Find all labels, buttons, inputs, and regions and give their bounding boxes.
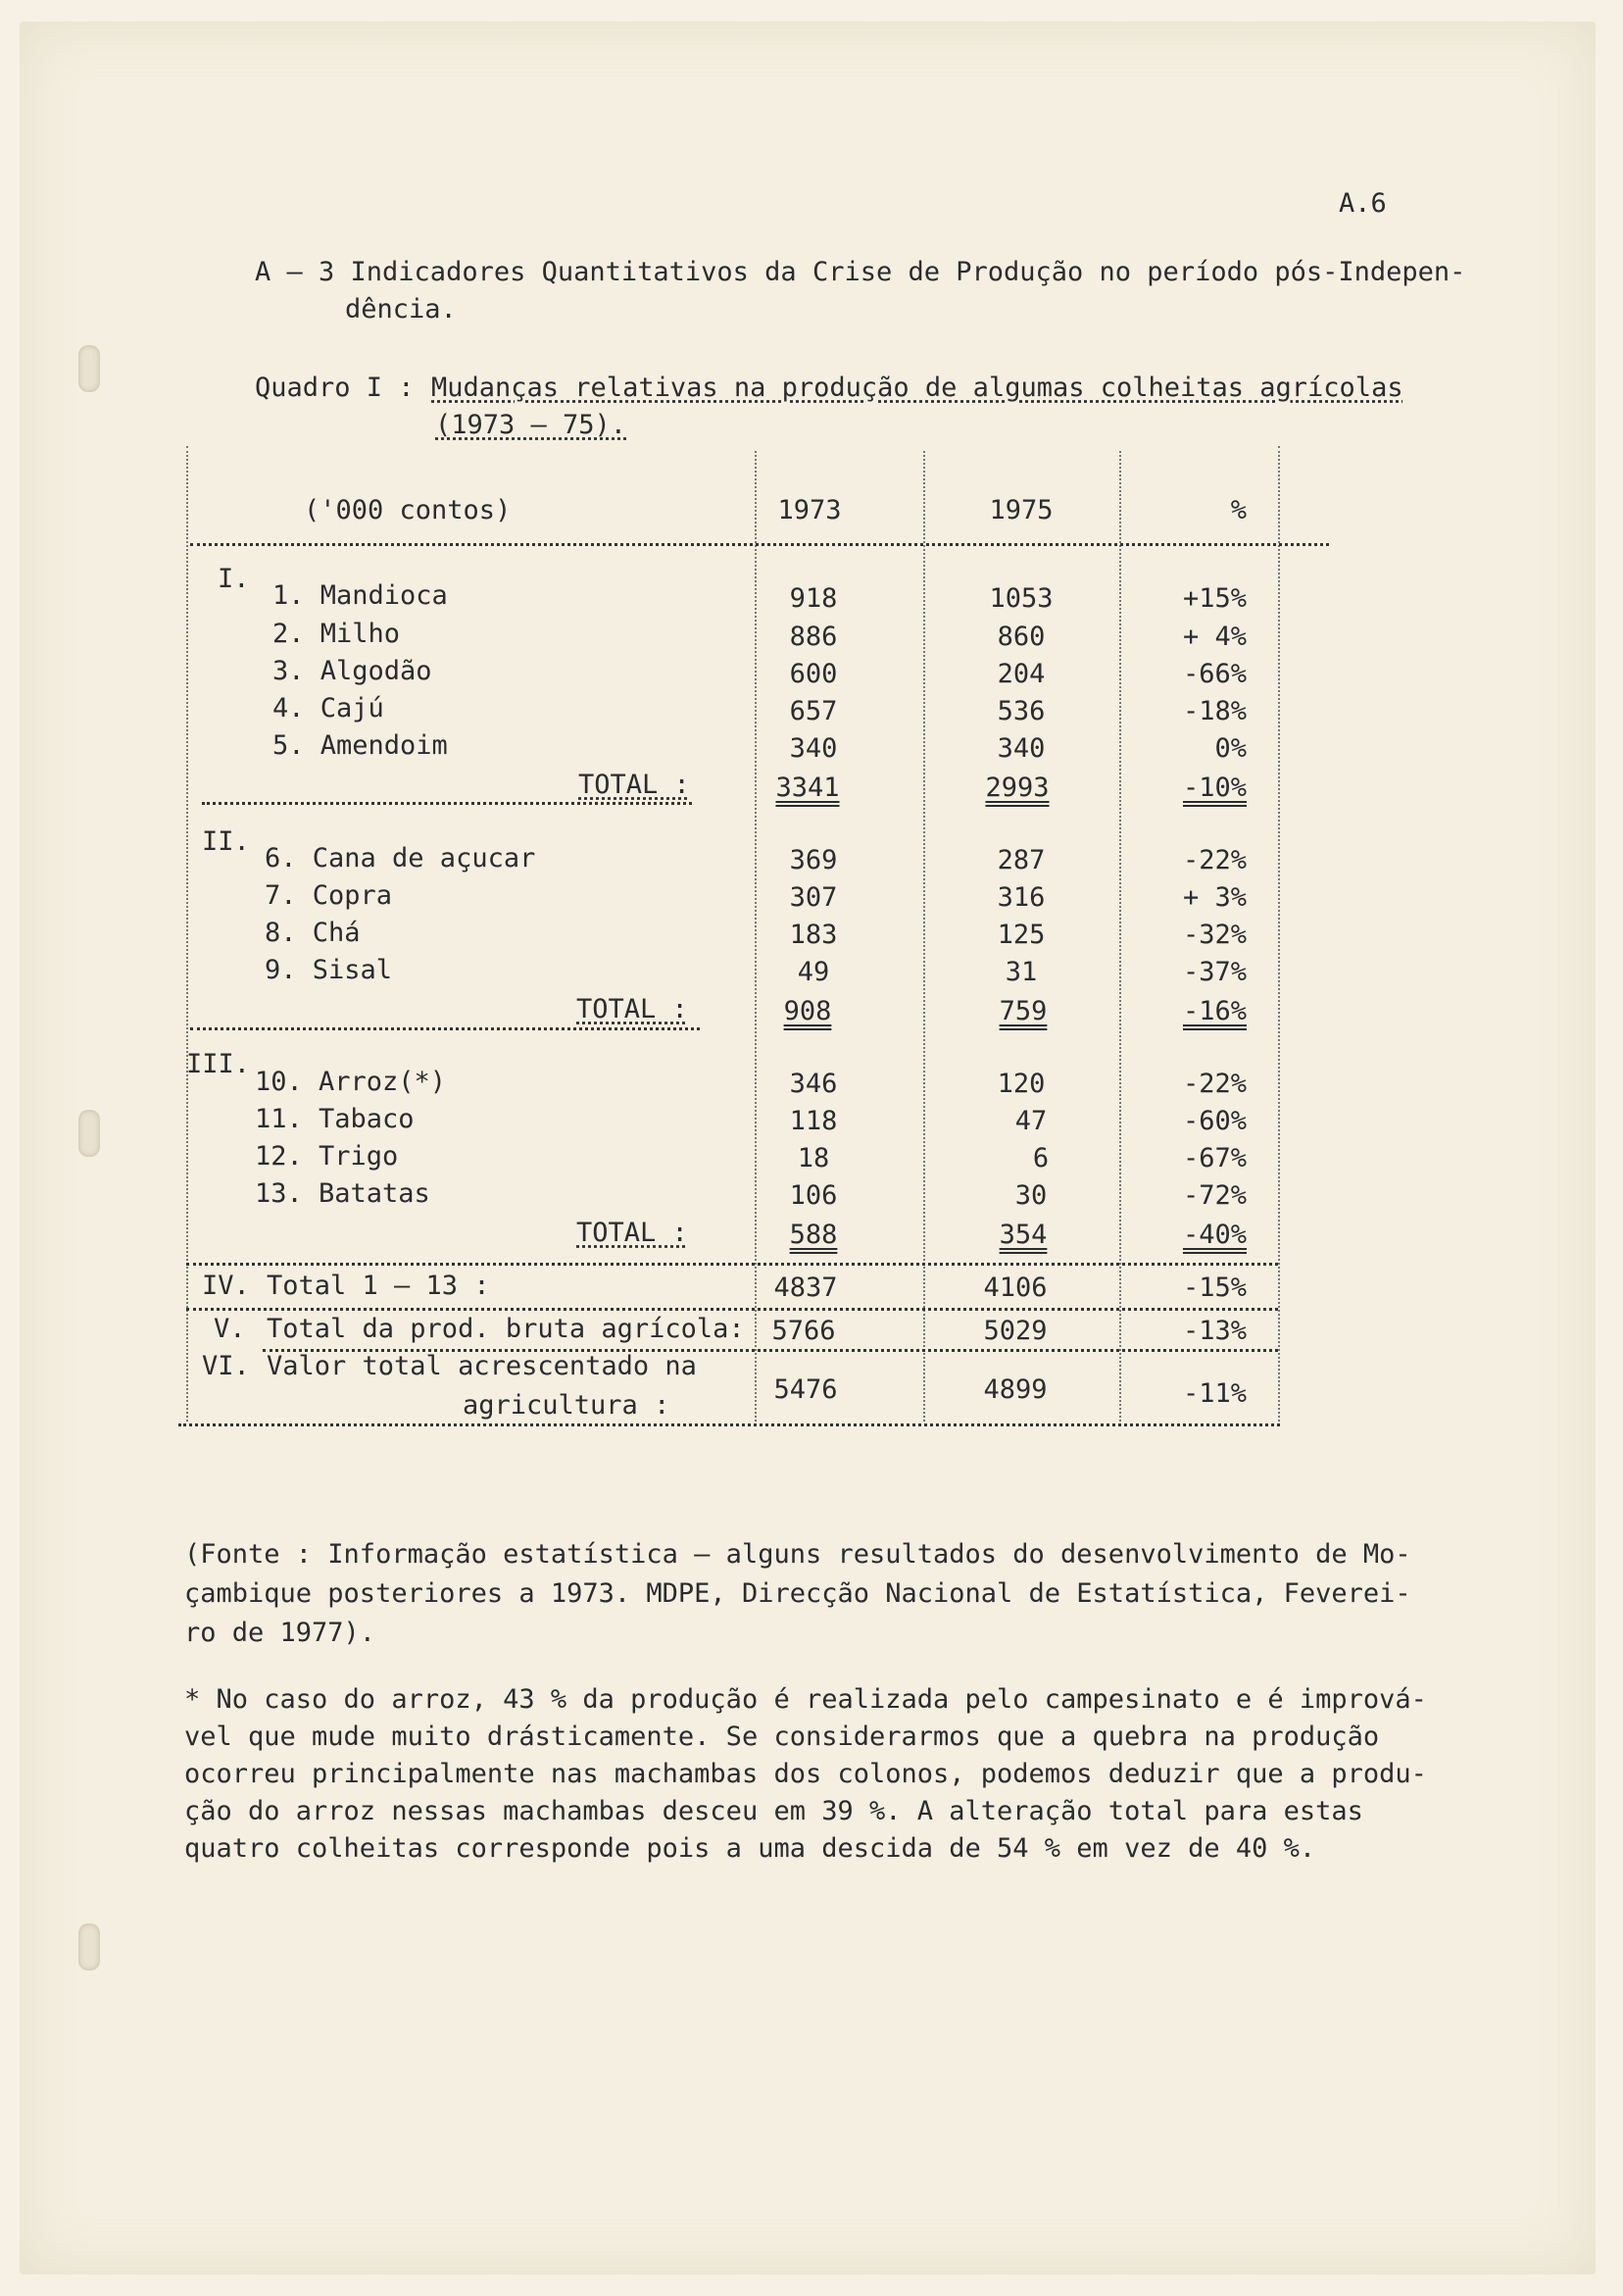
group-rule — [190, 1027, 700, 1030]
row-label: 13. Batatas — [255, 1178, 430, 1209]
total-1973: 588 — [789, 1220, 838, 1250]
cell-1975: 120 — [997, 1069, 1046, 1099]
quadro-title-line1: Mudanças relativas na produção de algumas colheitas agrícolas — [431, 373, 1403, 403]
summary-1973: 5766 — [771, 1316, 836, 1346]
row-label: 2. Milho — [272, 619, 401, 649]
cell-1973: 307 — [789, 882, 838, 913]
group-rule — [186, 1263, 1278, 1266]
row-label: 10. Arroz(*) — [255, 1067, 447, 1097]
cell-percent: -66% — [1182, 659, 1247, 689]
row-label: 12. Trigo — [255, 1141, 399, 1172]
cell-1973: 183 — [789, 920, 838, 950]
cell-1975: 47 — [1014, 1106, 1048, 1136]
cell-percent: -18% — [1182, 696, 1247, 726]
cell-percent: +15% — [1182, 583, 1247, 614]
total-label: TOTAL : — [576, 1218, 688, 1248]
total-percent: -40% — [1182, 1220, 1247, 1250]
summary-1975: 4899 — [983, 1374, 1048, 1405]
header-1973: 1973 — [777, 495, 842, 525]
cell-percent: -22% — [1182, 845, 1247, 875]
cell-1973: 346 — [789, 1069, 838, 1099]
summary-1973: 4837 — [773, 1273, 838, 1303]
row-label: 3. Algodão — [272, 656, 432, 686]
row-label: 7. Copra — [265, 880, 393, 911]
punch-hole — [78, 1923, 100, 1971]
summary-label: Total 1 – 13 : — [267, 1271, 490, 1301]
punch-hole — [78, 345, 100, 392]
cell-1973: 106 — [789, 1180, 838, 1211]
cell-1973: 918 — [789, 583, 838, 614]
summary-rule — [186, 1308, 1278, 1311]
cell-percent: + 4% — [1182, 622, 1247, 652]
summary-roman-iv: IV. — [202, 1271, 250, 1301]
summary-percent: -13% — [1182, 1316, 1247, 1346]
footnote-line1: * No caso do arroz, 43 % da produção é realizada pelo campesinato e é imprová- — [184, 1684, 1427, 1715]
cell-1973: 657 — [789, 696, 838, 726]
total-1975: 2993 — [985, 773, 1050, 803]
cell-1975: 316 — [997, 882, 1046, 913]
row-label: 8. Chá — [265, 918, 361, 948]
cell-1975: 31 — [1005, 957, 1038, 987]
cell-percent: -60% — [1182, 1106, 1247, 1136]
column-divider — [923, 451, 925, 1422]
cell-1975: 125 — [997, 920, 1046, 950]
group-roman-ii: II. — [202, 826, 250, 857]
summary-1973: 5476 — [773, 1374, 838, 1405]
cell-1973: 18 — [797, 1143, 830, 1173]
cell-1975: 340 — [997, 733, 1046, 764]
total-percent: -16% — [1182, 996, 1247, 1026]
footnote-line5: quatro colheitas corresponde pois a uma descida de 54 % em vez de 40 %. — [184, 1833, 1316, 1864]
cell-1975: 30 — [1014, 1180, 1048, 1211]
summary-1975: 5029 — [983, 1316, 1048, 1346]
summary-percent: -15% — [1182, 1273, 1247, 1303]
quadro-label: Quadro I : — [255, 373, 415, 403]
total-1973: 3341 — [775, 773, 840, 803]
cell-1973: 600 — [789, 659, 838, 689]
cell-1975: 6 — [1032, 1143, 1050, 1173]
quadro-title-line2: (1973 – 75). — [435, 410, 627, 440]
row-label: 1. Mandioca — [272, 580, 448, 611]
cell-1975: 1053 — [989, 583, 1054, 614]
row-label: 4. Cajú — [272, 693, 384, 724]
footnote-line2: vel que mude muito drásticamente. Se considerarmos que a quebra na produção — [184, 1722, 1380, 1752]
section-heading-line2: dência. — [345, 294, 457, 324]
cell-1973: 49 — [797, 957, 830, 987]
total-1975: 759 — [999, 996, 1048, 1026]
cell-percent: -37% — [1182, 957, 1247, 987]
cell-percent: -22% — [1182, 1069, 1247, 1099]
summary-1975: 4106 — [983, 1273, 1048, 1303]
row-label: 9. Sisal — [265, 955, 393, 985]
table-border-left — [186, 446, 188, 1422]
summary-label: Total da prod. bruta agrícola: — [267, 1314, 745, 1344]
summary-roman-v: V. — [214, 1314, 246, 1344]
total-percent: -10% — [1182, 773, 1247, 803]
table-bottom-rule — [178, 1423, 1280, 1426]
cell-1973: 886 — [789, 622, 838, 652]
group-rule — [202, 802, 692, 805]
cell-percent: -72% — [1182, 1180, 1247, 1211]
cell-1975: 860 — [997, 622, 1046, 652]
section-heading-line1: A – 3 Indicadores Quantitativos da Crise de Produção no período pós-Indepen- — [255, 257, 1466, 287]
row-label: 5. Amendoim — [272, 730, 448, 761]
summary-label-cont: agricultura : — [463, 1390, 670, 1421]
cell-1975: 287 — [997, 845, 1046, 875]
cell-percent: 0% — [1214, 733, 1247, 764]
summary-roman-vi: VI. — [202, 1351, 250, 1381]
total-1973: 908 — [783, 996, 832, 1026]
source-line1: (Fonte : Informação estatística – alguns resultados do desenvolvimento de Mo- — [184, 1539, 1411, 1570]
cell-percent: -67% — [1182, 1143, 1247, 1173]
page-reference: A.6 — [1339, 188, 1387, 219]
footnote-line3: ocorreu principalmente nas machambas dos colonos, podemos deduzir que a produ- — [184, 1759, 1427, 1789]
cell-1975: 204 — [997, 659, 1046, 689]
header-unit: ('000 contos) — [304, 495, 512, 525]
cell-1975: 536 — [997, 696, 1046, 726]
cell-percent: -32% — [1182, 920, 1247, 950]
punch-hole — [78, 1110, 100, 1157]
header-percent: % — [1230, 495, 1247, 525]
source-line3: ro de 1977). — [184, 1618, 376, 1648]
cell-1973: 340 — [789, 733, 838, 764]
group-roman-iii: III. — [186, 1049, 251, 1079]
cell-percent: + 3% — [1182, 882, 1247, 913]
row-label: 11. Tabaco — [255, 1104, 415, 1134]
total-1975: 354 — [999, 1220, 1048, 1250]
column-divider — [1119, 451, 1121, 1422]
source-line2: çambique posteriores a 1973. MDPE, Direcção Nacional de Estatística, Feverei- — [184, 1578, 1411, 1609]
table-border-right — [1278, 446, 1280, 1422]
header-1975: 1975 — [989, 495, 1054, 525]
total-label: TOTAL : — [578, 770, 690, 800]
footnote-line4: ção do arroz nessas machambas desceu em 39 %. A alteração total para estas — [184, 1796, 1363, 1826]
group-roman-i: I. — [218, 564, 250, 594]
row-label: 6. Cana de açucar — [265, 843, 536, 873]
cell-1973: 118 — [789, 1106, 838, 1136]
total-label: TOTAL : — [576, 994, 688, 1024]
cell-1973: 369 — [789, 845, 838, 875]
summary-label: Valor total acrescentado na — [267, 1351, 697, 1381]
summary-percent: -11% — [1182, 1378, 1247, 1409]
header-rule — [190, 543, 1329, 546]
